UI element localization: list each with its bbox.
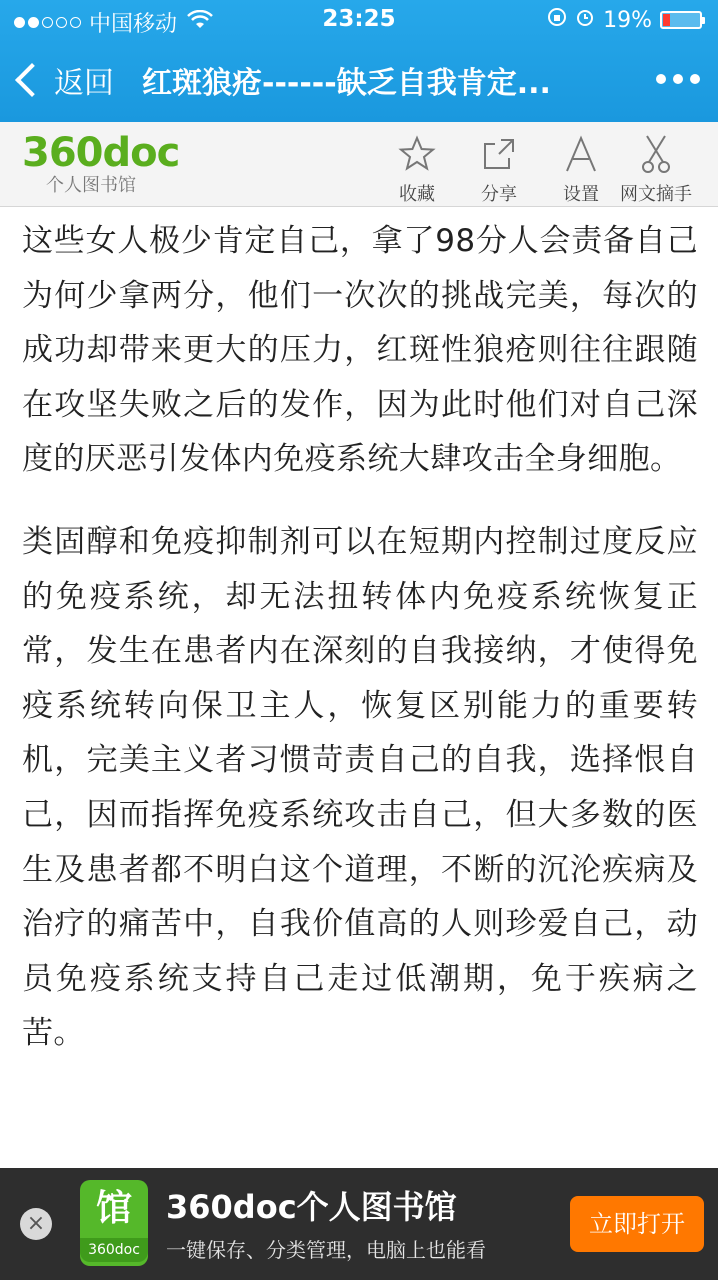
- more-dot-icon: [673, 74, 683, 84]
- status-right: [547, 7, 702, 33]
- article-body: [22, 214, 698, 1089]
- logo-subtitle: 个人图书馆: [46, 175, 136, 196]
- app-name: 360doc个人图书馆: [166, 1188, 457, 1226]
- battery-percent: 19%: [603, 7, 652, 33]
- favorite-button[interactable]: [372, 132, 462, 206]
- back-button[interactable]: [14, 58, 114, 102]
- rotation-lock-icon: [547, 7, 567, 33]
- site-logo[interactable]: [22, 130, 179, 196]
- share-icon: [454, 132, 544, 176]
- app-description: 一键保存、分类管理，电脑上也能看: [166, 1238, 486, 1262]
- more-menu-button[interactable]: [656, 74, 700, 84]
- app-icon-glyph: 馆: [95, 1188, 132, 1229]
- battery-icon: [660, 11, 702, 29]
- navigation-bar: [0, 40, 718, 122]
- settings-label: 设置: [563, 184, 599, 205]
- logo-brand: 360doc: [22, 130, 180, 176]
- carrier-name: 中国移动: [89, 12, 178, 37]
- alarm-icon: [575, 7, 595, 33]
- app-download-banner: [0, 1168, 718, 1280]
- web-clipper-button[interactable]: [606, 132, 706, 206]
- share-button[interactable]: [454, 132, 544, 206]
- top-bar: [0, 0, 718, 122]
- share-label: 分享: [481, 184, 517, 205]
- article-paragraph: 这些女人极少肯定自己，拿了98分人会责备自己为何少拿两分，他们一次次的挑战完美，每次的成功却带来更大的压力，红斑性狼疮则往往跟随在攻坚失败之后的发作，因为此时他们对自己深度的厌恶引发体内免疫系统大肆攻击全身细胞。: [22, 223, 698, 478]
- more-dot-icon: [656, 74, 666, 84]
- status-time: 23:25: [322, 6, 396, 32]
- scissors-icon: [606, 132, 706, 176]
- article-paragraph: 类固醇和免疫抑制剂可以在短期内控制过度反应的免疫系统，却无法扭转体内免疫系统恢复正常，发生在患者内在深刻的自我接纳，才使得免疫系统转向保卫主人，恢复区别能力的重要转机，完美主义者习惯苛责自己的自我，选择恨自己，因而指挥免疫系统攻击自己，但大多数的医生及患者都不明白这个道理，不断的沉沦疾病及治疗的痛苦中，自我价值高的人则珍爱自己，动员免疫系统支持自己走过低潮期，免于疾病之苦。: [22, 523, 698, 1052]
- site-header: [0, 122, 718, 207]
- app-icon-caption: 360doc: [80, 1238, 148, 1262]
- chevron-left-icon: [15, 63, 49, 97]
- web-clipper-label: 网文摘手: [620, 184, 692, 205]
- close-banner-button[interactable]: ×: [20, 1208, 52, 1240]
- open-app-button[interactable]: 立即打开: [570, 1196, 704, 1252]
- more-dot-icon: [690, 74, 700, 84]
- battery-level: [663, 14, 670, 26]
- favorite-label: 收藏: [399, 184, 435, 205]
- back-label: 返回: [54, 66, 114, 101]
- page-title: 红斑狼疮------缺乏自我肯定...: [142, 66, 551, 101]
- star-icon: [372, 132, 462, 176]
- status-bar: [0, 0, 718, 40]
- app-logo-icon: [80, 1180, 148, 1266]
